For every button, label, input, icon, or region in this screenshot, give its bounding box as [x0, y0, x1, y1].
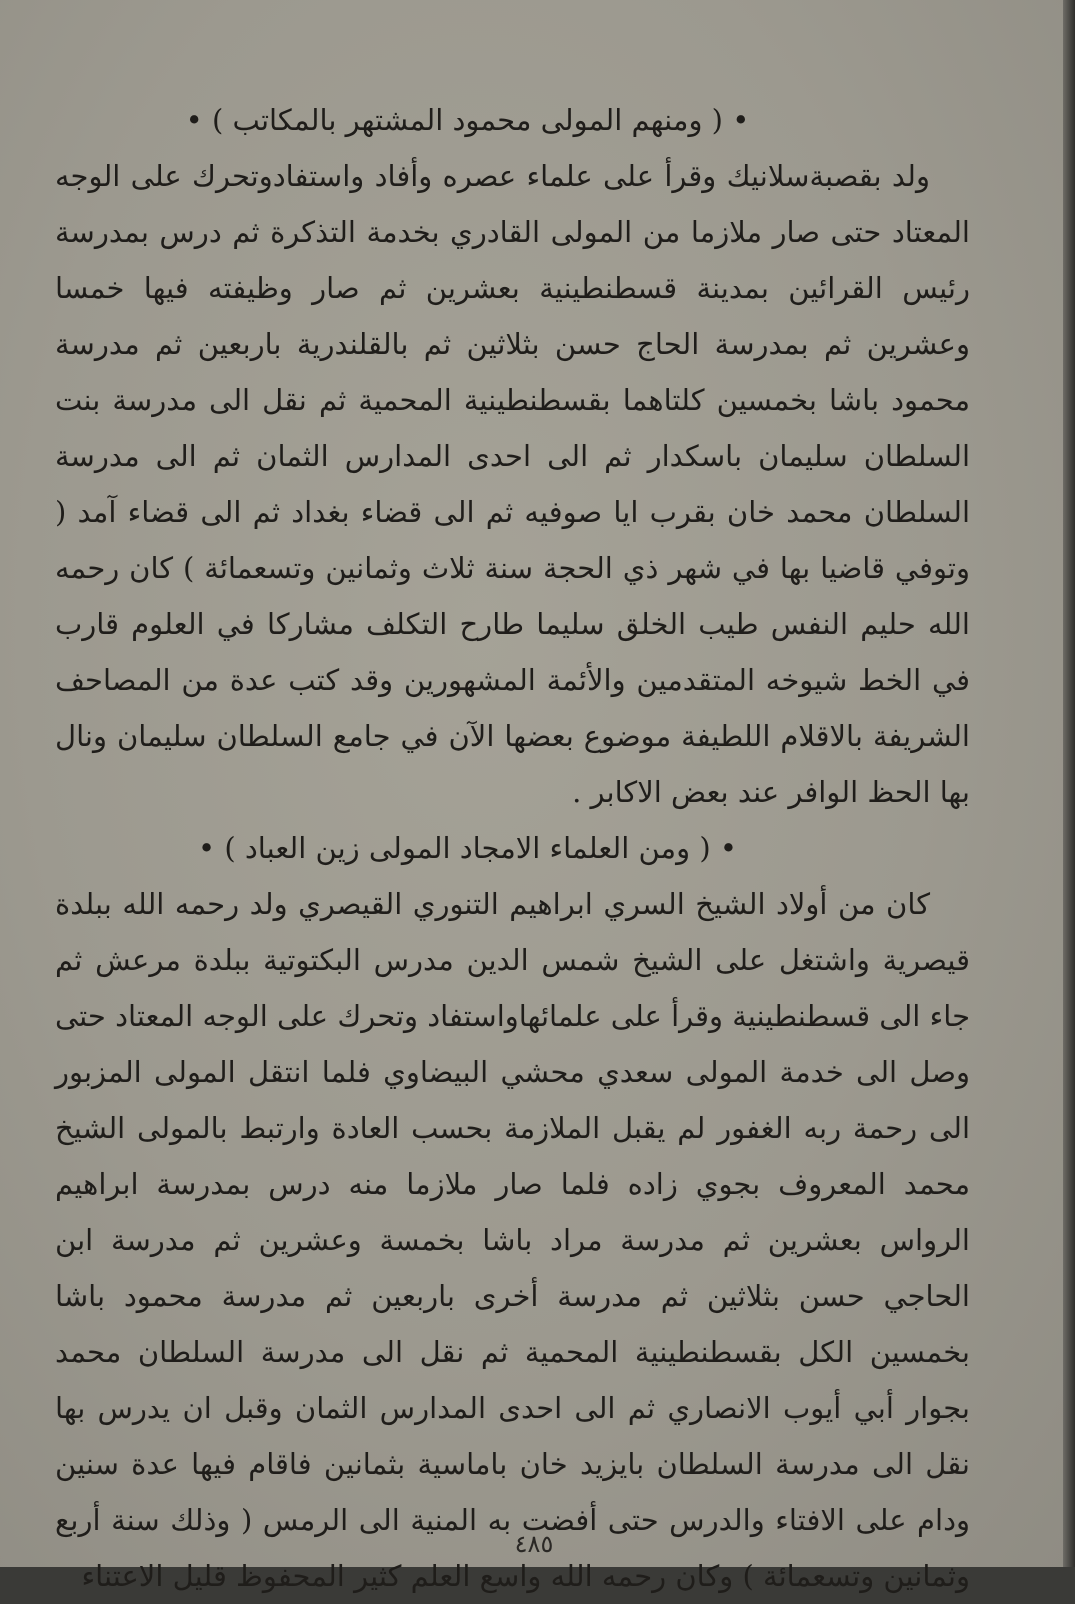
- page-body-text: [55, 92, 970, 1604]
- section-heading-1: • ( ومنهم المولى محمود المشتهر بالمكاتب ) •: [185, 103, 750, 137]
- biography-paragraph-2: كان من أولاد الشيخ السري ابراهيم التنوري القيصري ولد رحمه الله ببلدة قيصرية واشتغل على الشيخ شمس الدين مدرس البكتوتية ببلدة مرعش ثم جاء الى قسطنطينية وقرأ على علمائهاواستفاد وتحرك على الوجه المعتاد حتى وصل الى خدمة المولى سعدي محشي البيضاوي فلما انتقل المولى المزبور الى رحمة ربه الغفور لم يقبل الملازمة بحسب العادة وارتبط بالمولى الشيخ محمد المعروف بجوي زاده فلما صار ملازما منه درس بمدرسة ابراهيم الرواس بعشرين ثم مدرسة مراد باشا بخمسة وعشرين ثم مدرسة ابن الحاجي حسن بثلاثين ثم مدرسة أخرى باربعين ثم مدرسة محمود باشا بخمسين الكل بقسطنطينية المحمية ثم نقل الى مدرسة السلطان محمد بجوار أبي أيوب الانصاري ثم الى احدى المدارس الثمان وقبل ان يدرس بها نقل الى مدرسة السلطان بايزيد خان باماسية بثمانين فاقام فيها عدة سنين ودام على الافتاء والدرس حتى أفضت به المنية الى الرمس ( وذلك سنة أربع وثمانين وتسعمائة ) وكان رحمه الله واسع العلم كثير المحفوظ قليل الاعتناء: [55, 887, 970, 1593]
- biography-paragraph-1: ولد بقصبةسلانيك وقرأ على علماء عصره وأفاد واستفادوتحرك على الوجه المعتاد حتى صار ملازما من المولى القادري بخدمة التذكرة ثم درس بمدرسة رئيس القرائين بمدينة قسطنطينية بعشرين ثم صار وظيفته فيها خمسا وعشرين ثم بمدرسة الحاج حسن بثلاثين ثم بالقلندرية باربعين ثم مدرسة محمود باشا بخمسين كلتاهما بقسطنطينية المحمية ثم نقل الى مدرسة بنت السلطان سليمان باسكدار ثم الى احدى المدارس الثمان ثم الى مدرسة السلطان محمد خان بقرب ايا صوفيه ثم الى قضاء بغداد ثم الى قضاء آمد ( وتوفي قاضيا بها في شهر ذي الحجة سنة ثلاث وثمانين وتسعمائة ) كان رحمه الله حليم النفس طيب الخلق سليما طارح التكلف مشاركا في العلوم قارب في الخط شيوخه المتقدمين والأئمة المشهورين وقد كتب عدة من المصاحف الشريفة بالاقلام اللطيفة موضوع بعضها الآن في جامع السلطان سليمان ونال بها الحظ الوافر عند بعض الاكابر .: [55, 159, 970, 809]
- section-heading-2: • ( ومن العلماء الامجاد المولى زين العباد ) •: [198, 831, 737, 865]
- page-number: ٤٨٥: [514, 1530, 554, 1558]
- page-edge-shadow: [1063, 0, 1075, 1567]
